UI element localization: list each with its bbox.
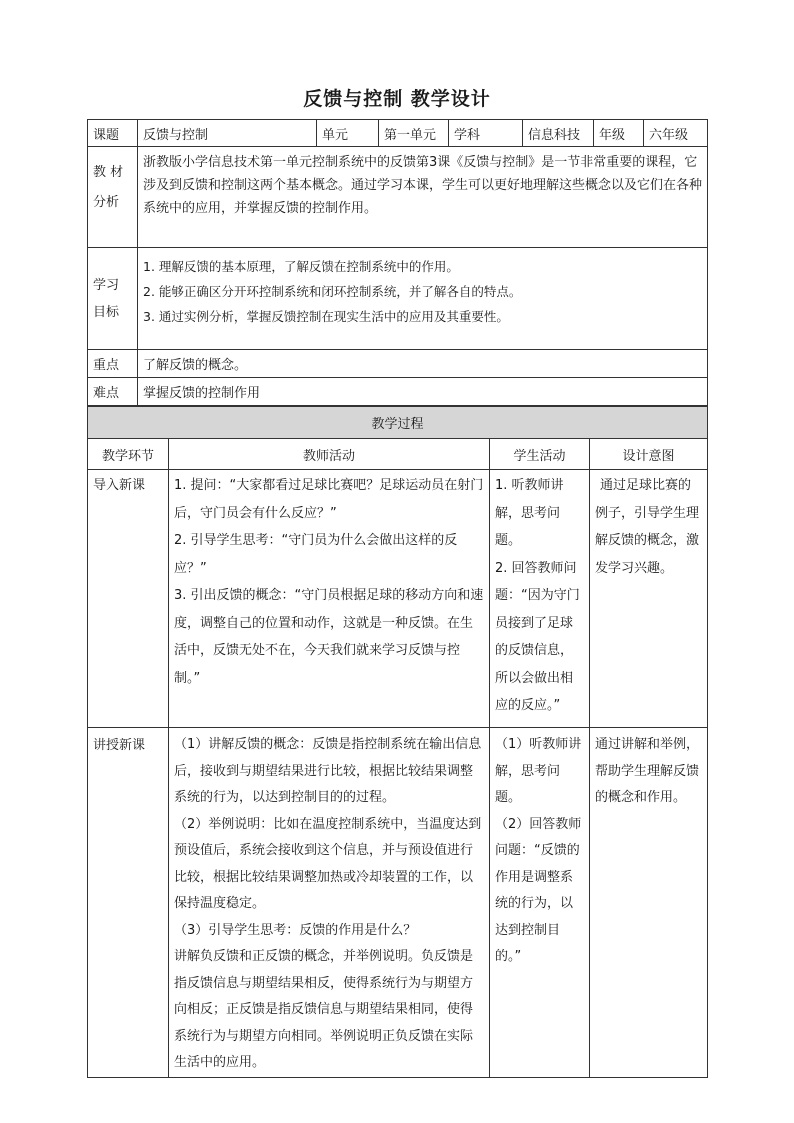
stage-cell: 导入新课 — [88, 470, 169, 728]
goals-label-line1: 学习 — [93, 277, 120, 293]
teacher-step: （2）举例说明：比如在温度控制系统中，当温度达到预设值后，系统会接收到这个信息，并与预设值进行比较，根据比较结果调整加热或冷却装置的工作，以保持温度稳定。 — [174, 816, 482, 911]
table-row — [88, 728, 708, 1078]
teacher-step: 讲解负反馈和正反馈的概念，并举例说明。负反馈是指反馈信息与期望结果相反，使得系统行为与期望方向相反；正反馈是指反馈信息与期望结果相同，使得系统行为与期望方向相同。举例说明正负反馈在实际生活中的应用。 — [174, 949, 474, 1070]
unit-label: 单元 — [317, 120, 379, 147]
col-header-intent: 设计意图 — [590, 439, 708, 470]
analysis-label-line2: 分析 — [93, 195, 120, 210]
difficulty-label: 难点 — [88, 378, 138, 406]
teacher-step: 3. 引出反馈的概念：“守门员根据足球的移动方向和速度，调整自己的位置和动作，这就是一种反馈。在生活中，反馈无处不在，今天我们就来学习反馈与控制。” — [174, 588, 484, 686]
col-header-student: 学生活动 — [490, 439, 590, 470]
topic-value: 反馈与控制 — [138, 120, 317, 147]
subject-value: 信息科技 — [523, 120, 594, 147]
analysis-text: 浙教版小学信息技术第一单元控制系统中的反馈第3课《反馈与控制》是一节非常重要的课程，它涉及到反馈和控制这两个基本概念。通过学习本课，学生可以更好地理解这些概念以及它们在各种系统中的应用，并掌握反馈的控制作用。 — [143, 155, 703, 216]
student-step: 2. 回答教师问题：“因为守门员接到了足球的反馈信息，所以会做出相应的反应。” — [495, 560, 580, 713]
goal-item: 1. 理解反馈的基本原理，了解反馈在控制系统中的作用。 — [143, 259, 459, 274]
goal-item: 3. 通过实例分析，掌握反馈控制在现实生活中的应用及其重要性。 — [143, 309, 509, 324]
goals-label — [88, 248, 138, 350]
teacher-step: （1）讲解反馈的概念：反馈是指控制系统在输出信息后，接收到与期望结果进行比较，根据比较结果调整系统的行为，以达到控制目的的过程。 — [174, 737, 482, 805]
topic-label: 课题 — [88, 120, 138, 147]
goal-item: 2. 能够正确区分开环控制系统和闭环控制系统，并了解各自的特点。 — [143, 284, 522, 299]
key-point-text: 了解反馈的概念。 — [138, 350, 708, 378]
difficulty-text: 掌握反馈的控制作用 — [138, 378, 708, 406]
process-header: 教学过程 — [88, 407, 708, 439]
intent-text: 通过讲解和举例，帮助学生理解反馈的概念和作用。 — [595, 737, 700, 805]
analysis-label-line1: 教 材 — [93, 165, 124, 180]
goals-label-line2: 目标 — [93, 304, 120, 320]
info-table — [87, 119, 708, 406]
intent-text: 通过足球比赛的例子，引导学生理解反馈的概念，激发学习兴趣。 — [595, 478, 700, 576]
key-point-label: 重点 — [88, 350, 138, 378]
process-table — [87, 406, 708, 1078]
document-title: 反馈与控制 教学设计 — [303, 88, 491, 110]
grade-value: 六年级 — [644, 120, 708, 147]
student-step: （2）回答教师问题：“反馈的作用是调整系统的行为，以达到控制目的。” — [495, 816, 582, 964]
student-step: 1. 听教师讲解，思考问题。 — [495, 478, 564, 548]
stage-cell: 讲授新课 — [88, 728, 169, 1078]
table-row — [88, 470, 708, 728]
teacher-step: 1. 提问：“大家都看过足球比赛吧？足球运动员在射门后，守门员会有什么反应？” — [174, 478, 484, 521]
analysis-label — [88, 147, 138, 248]
unit-value: 第一单元 — [379, 120, 449, 147]
teacher-step: 2. 引导学生思考：“守门员为什么会做出这样的反应？” — [174, 533, 458, 576]
grade-label: 年级 — [594, 120, 644, 147]
col-header-stage: 教学环节 — [88, 439, 169, 470]
teacher-step: （3）引导学生思考：反馈的作用是什么？ — [174, 922, 417, 938]
col-header-teacher: 教师活动 — [169, 439, 490, 470]
student-step: （1）听教师讲解，思考问题。 — [495, 737, 582, 805]
subject-label: 学科 — [449, 120, 523, 147]
